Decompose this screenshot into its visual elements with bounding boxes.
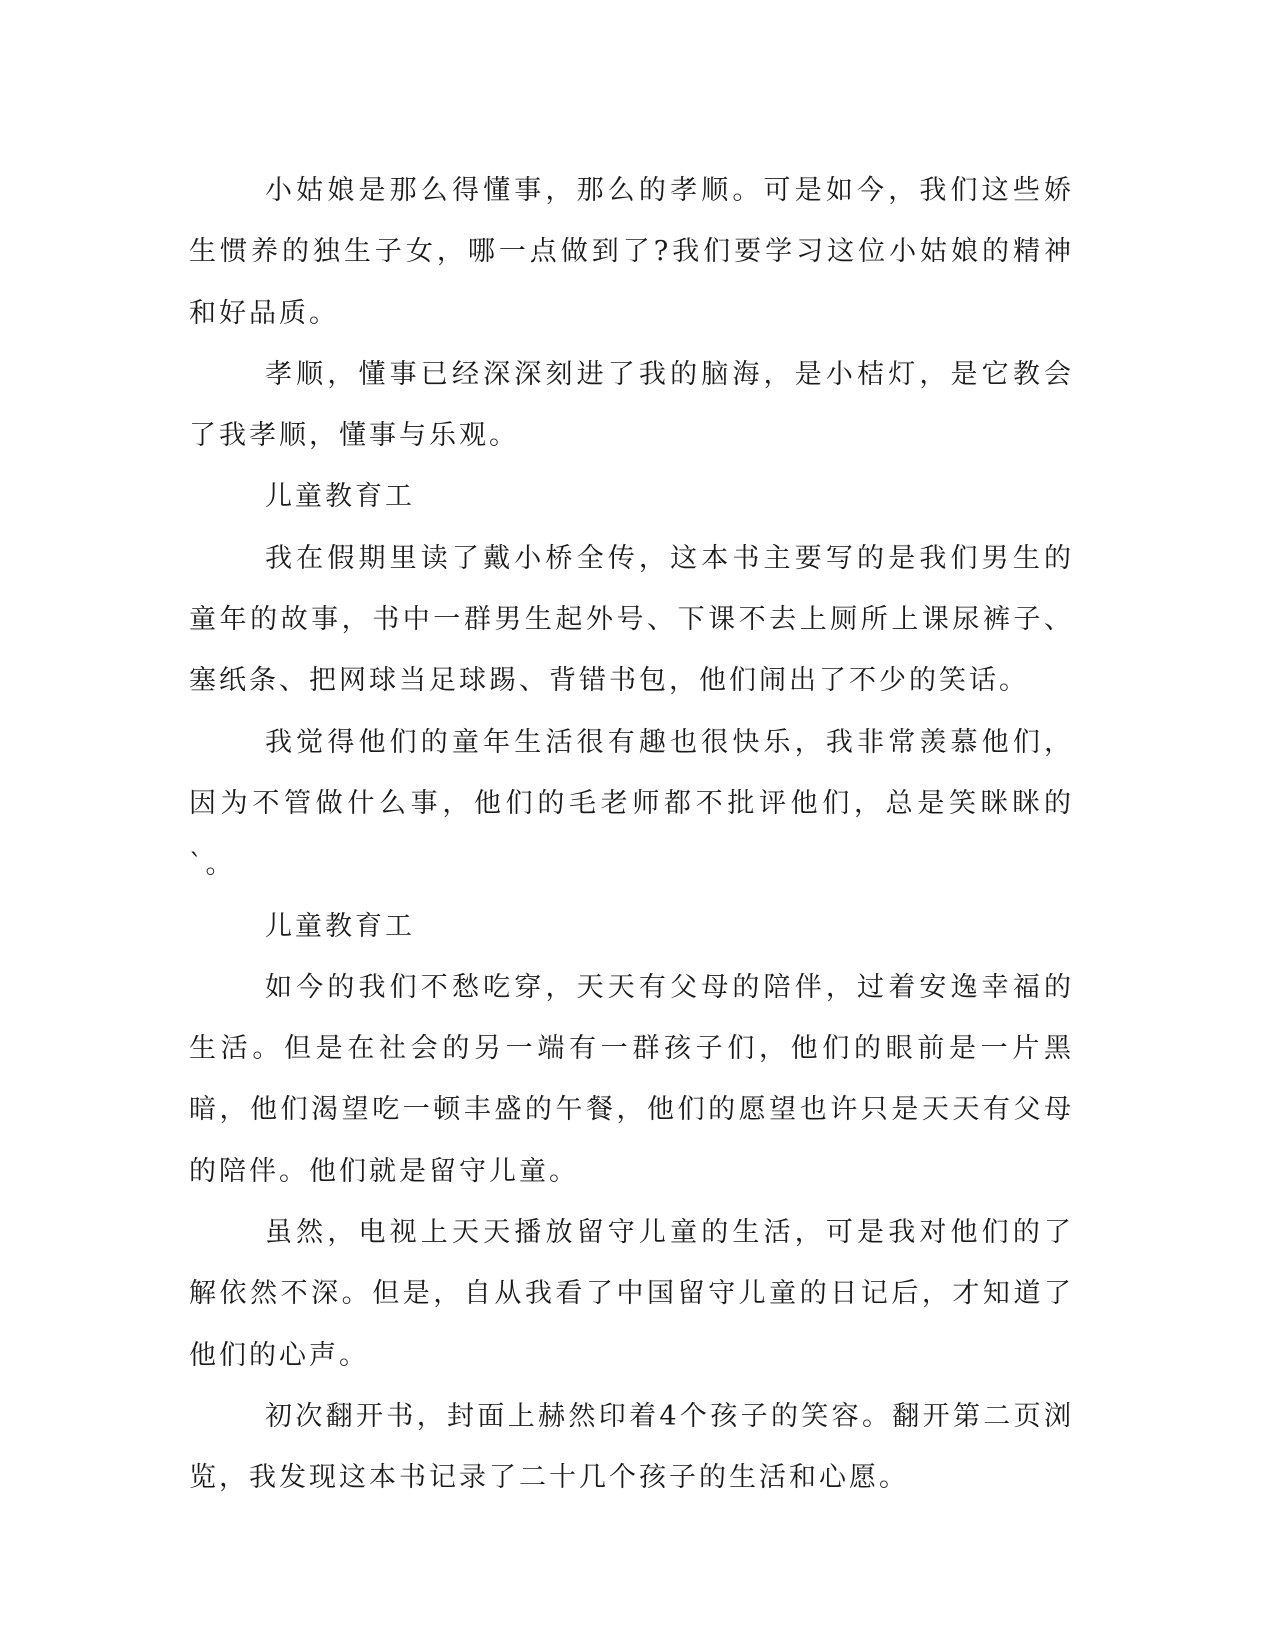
paragraph-2: 孝顺，懂事已经深深刻进了我的脑海，是小桔灯，是它教会了我孝顺，懂事与乐观。: [189, 358, 1074, 452]
paragraph-5: 如今的我们不愁吃穿，天天有父母的陪伴，过着安逸幸福的生活。但是在社会的另一端有一群孩子们，他们的眼前是一片黑暗，他们渴望吃一顿丰盛的午餐，他们的愿望也许只是天天有父母的陪伴。他们就是留守儿童。: [189, 971, 1074, 1187]
paragraph-6: 虽然，电视上天天播放留守儿童的生活，可是我对他们的了解依然不深。但是，自从我看了中国留守儿童的日记后，才知道了他们的心声。: [189, 1217, 1074, 1371]
paragraph-4: 我觉得他们的童年生活很有趣也很快乐，我非常羡慕他们，因为不管做什么事，他们的毛老师都不批评他们，总是笑眯眯的`。: [189, 726, 1074, 881]
paragraph-1: 小姑娘是那么得懂事，那么的孝顺。可是如今，我们这些娇生惯养的独生子女，哪一点做到了?我们要学习这位小姑娘的精神和好品质。: [189, 175, 1074, 329]
paragraph-3: 我在假期里读了戴小桥全传，这本书主要写的是我们男生的童年的故事，书中一群男生起外号、下课不去上厕所上课尿裤子、塞纸条、把网球当足球踢、背错书包，他们闹出了不少的笑话。: [189, 542, 1074, 697]
section-heading-1: 儿童教育工: [265, 481, 415, 513]
document-body: [189, 160, 1074, 1509]
paragraph-7: 初次翻开书，封面上赫然印着4个孩子的笑容。翻开第二页浏览，我发现这本书记录了二十几个孩子的生活和心愿。: [189, 1400, 1074, 1494]
section-heading-2: 儿童教育工: [265, 910, 415, 942]
